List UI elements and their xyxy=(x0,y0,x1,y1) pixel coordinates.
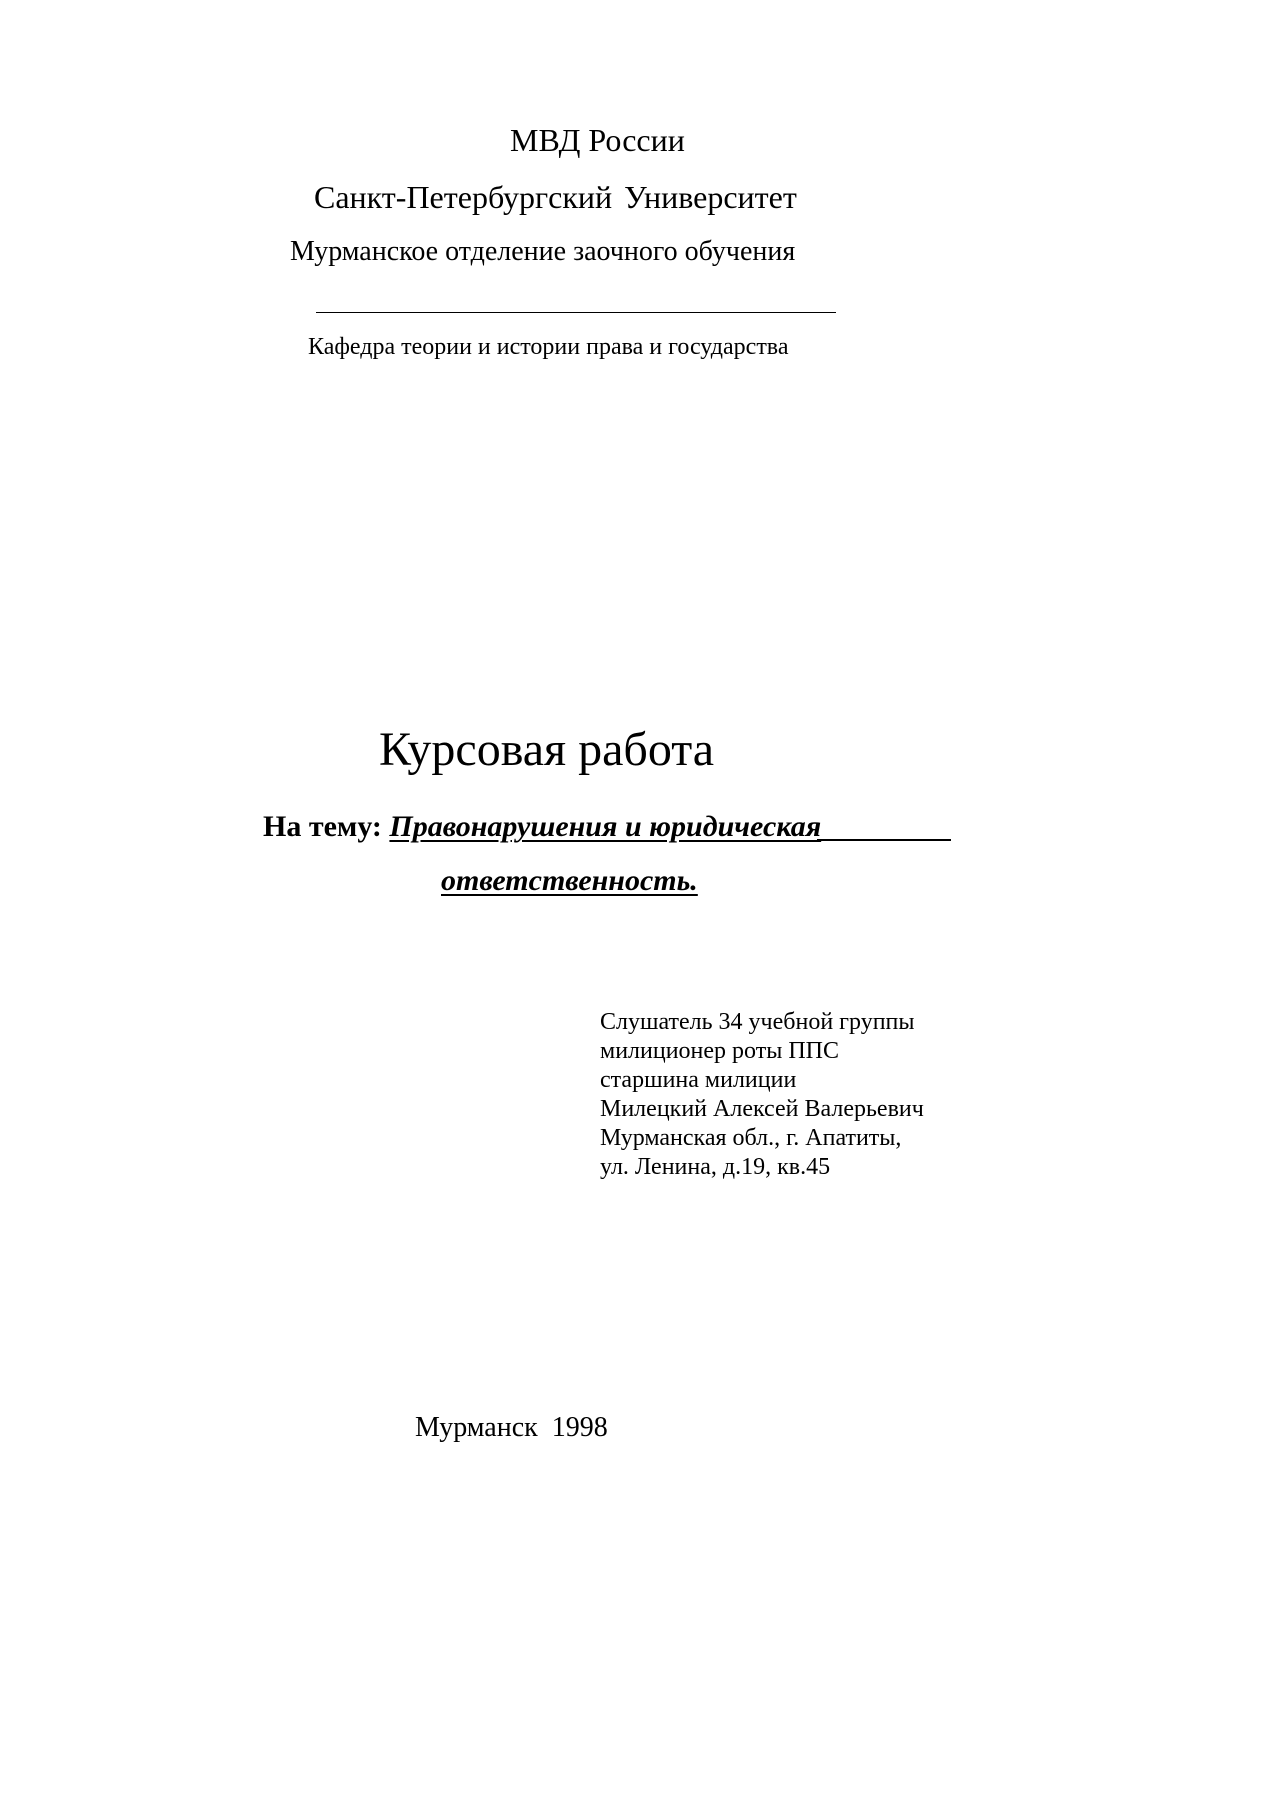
university-name: Санкт-Петербургский Университет xyxy=(314,179,797,215)
topic-underline-tail xyxy=(817,839,951,841)
author-line-position: милиционер роты ППС xyxy=(600,1038,840,1064)
author-line-address: ул. Ленина, д.19, кв.45 xyxy=(600,1154,831,1180)
ministry-name: МВД России xyxy=(510,122,685,158)
author-block xyxy=(600,1008,924,1182)
author-line-region: Мурманская обл., г. Апатиты, xyxy=(600,1125,902,1151)
topic-prefix: На тему: xyxy=(263,810,390,843)
header-divider xyxy=(316,312,836,313)
author-line-rank: старшина милиции xyxy=(600,1067,797,1093)
department-name: Кафедра теории и истории права и государства xyxy=(308,334,789,360)
topic-text-part-2: ответственность. xyxy=(441,864,698,897)
city-year: Мурманск 1998 xyxy=(415,1412,608,1443)
author-line-group: Слушатель 34 учебной группы xyxy=(600,1009,915,1035)
document-type-title: Курсовая работа xyxy=(379,723,715,776)
topic-text-part-1: Правонарушения и юридическая xyxy=(389,810,822,843)
author-line-name: Милецкий Алексей Валерьевич xyxy=(600,1096,924,1122)
topic-line-1 xyxy=(263,812,951,842)
branch-name: Мурманское отделение заочного обучения xyxy=(290,236,796,267)
